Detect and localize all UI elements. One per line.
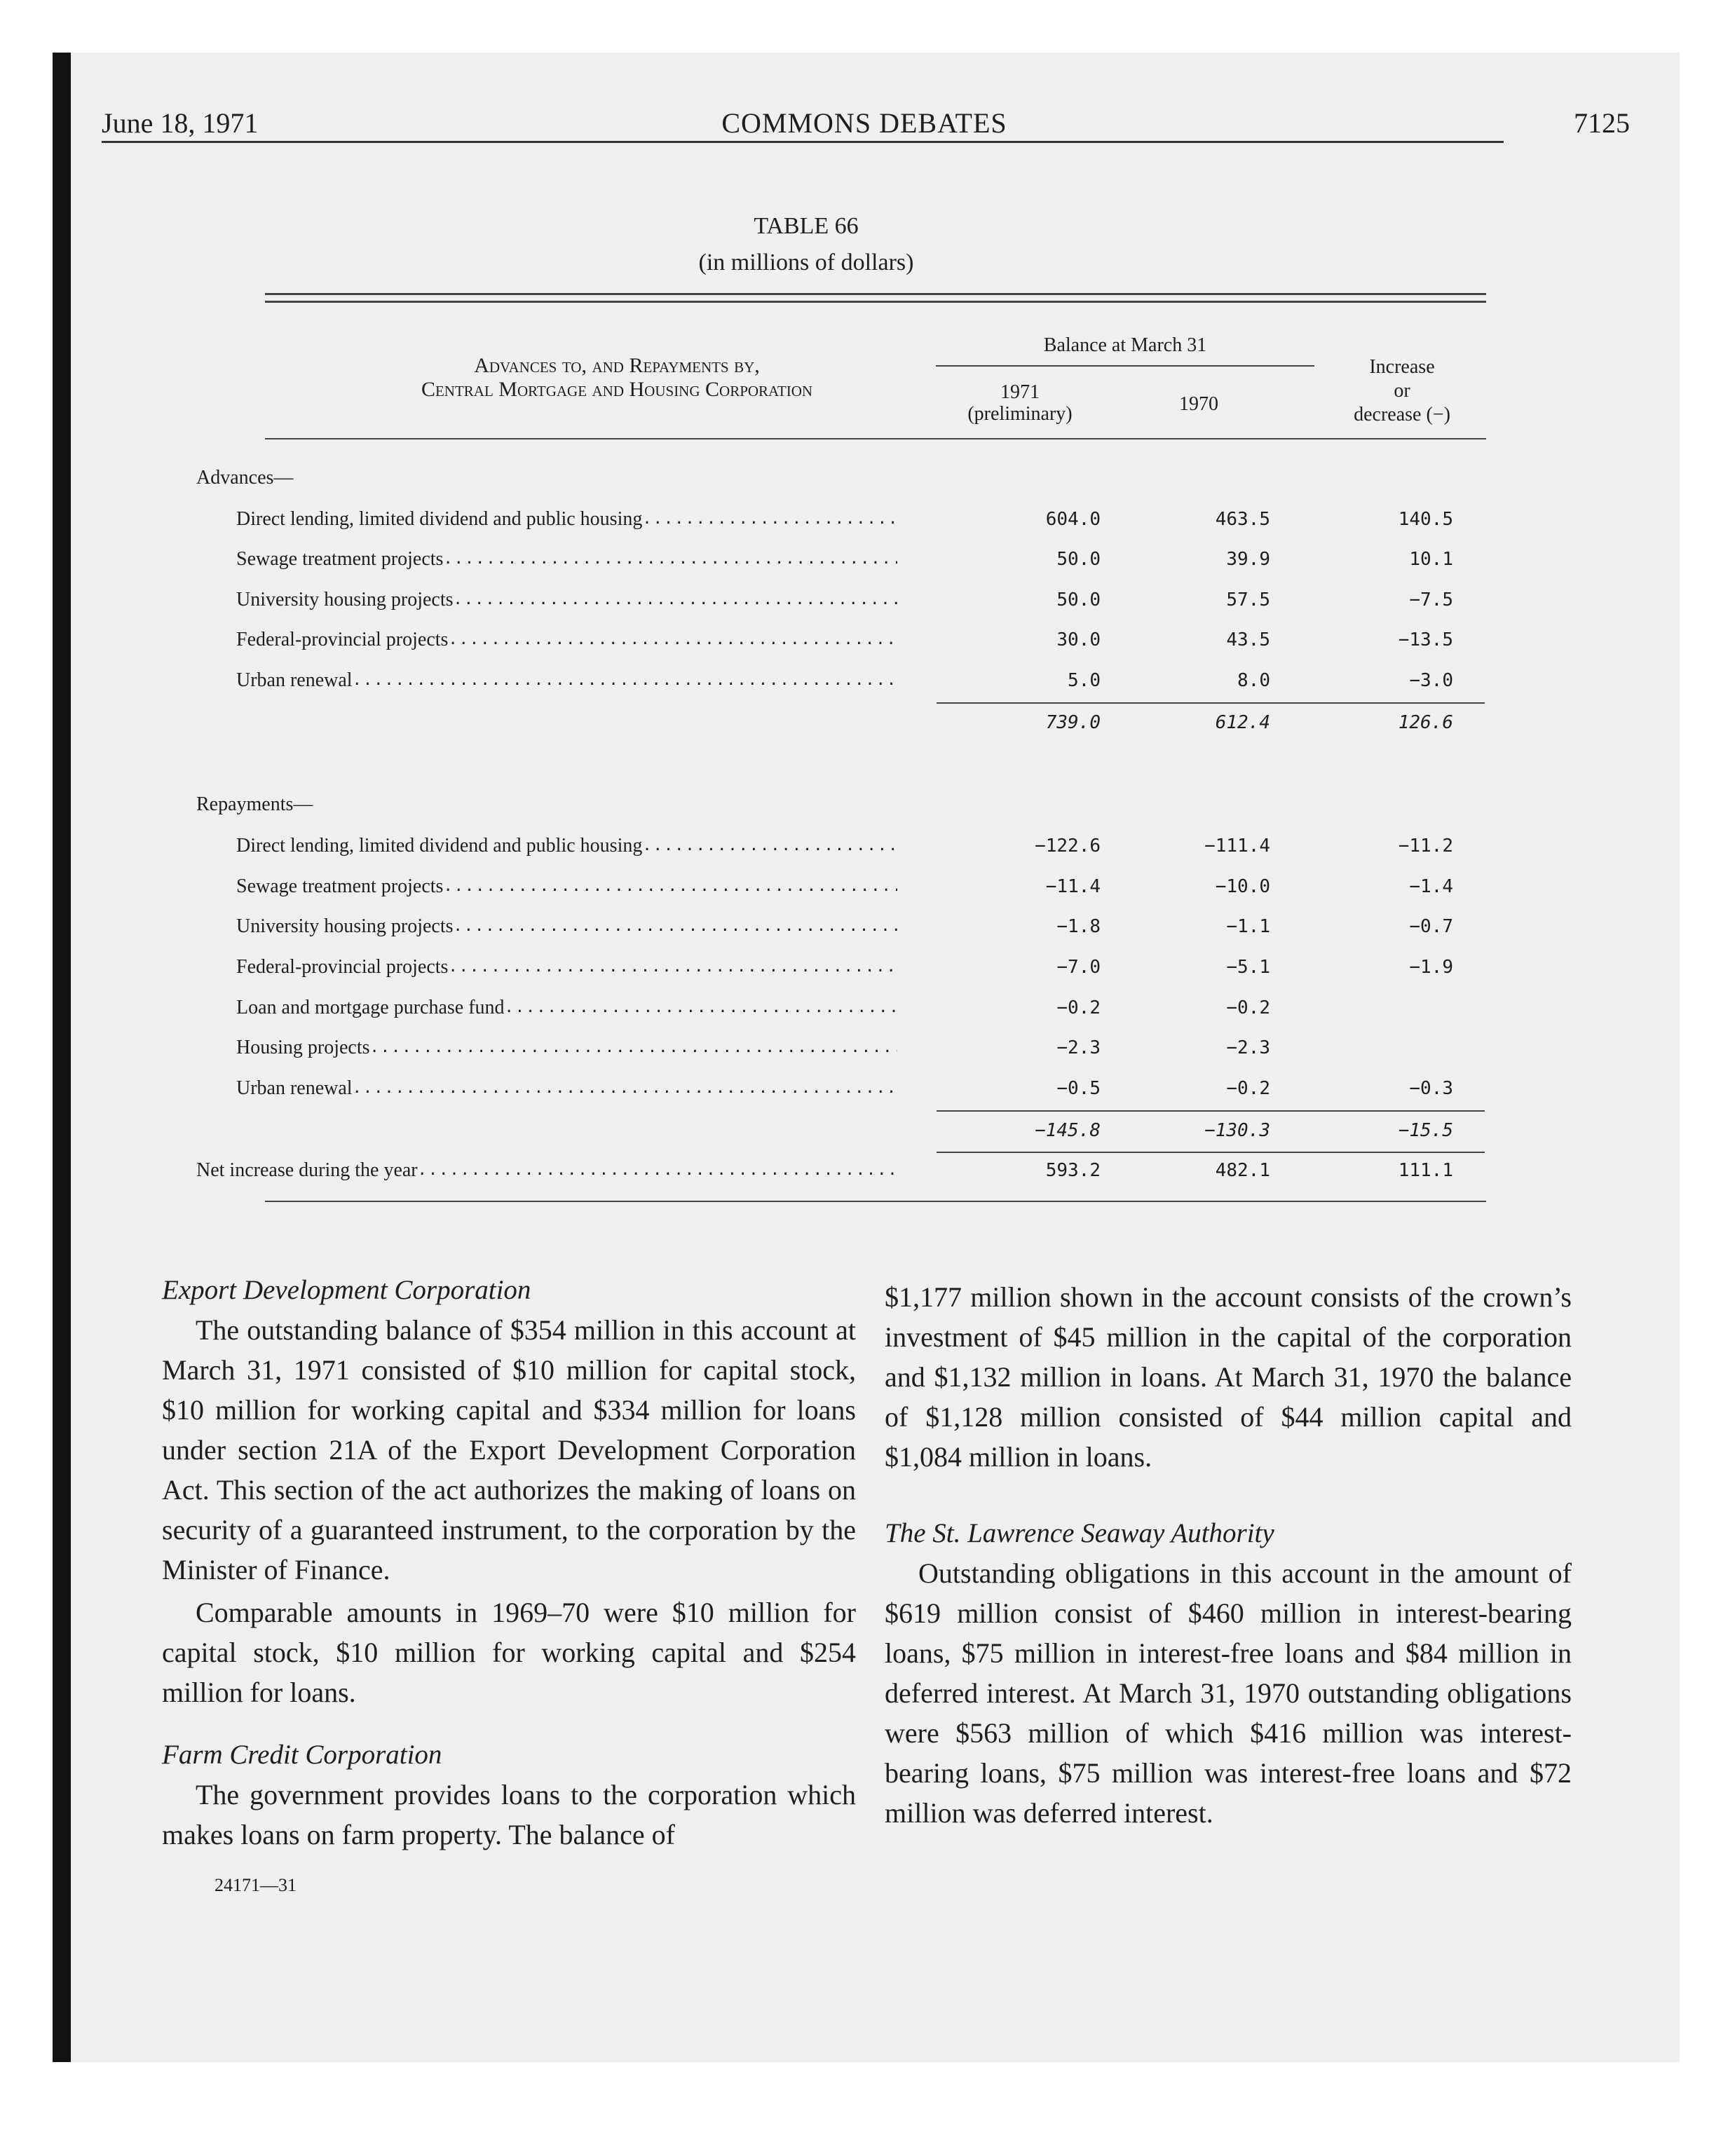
row-label: Net increase during the year xyxy=(196,1159,418,1181)
value-change: −13.5 xyxy=(1398,629,1453,650)
head-bottom-rule xyxy=(265,438,1486,439)
net-rule xyxy=(937,1152,1485,1153)
paragraph: The government provides loans to the corporation which makes loans on farm property. The balance of xyxy=(162,1779,856,1850)
value-change: 140.5 xyxy=(1398,509,1453,530)
value-1970: −2.3 xyxy=(1226,1037,1270,1058)
value-1970: 43.5 xyxy=(1226,629,1270,650)
value-1971: −1.8 xyxy=(1056,916,1101,937)
table-row xyxy=(196,1074,1500,1103)
value-change: −7.5 xyxy=(1409,589,1453,610)
value-1970: −0.2 xyxy=(1226,997,1270,1018)
stub-head-line-2: Central Mortgage and Housing Corporation xyxy=(421,378,813,401)
table-row xyxy=(196,505,1500,533)
value-change: 10.1 xyxy=(1409,549,1453,570)
header-page-number: 7125 xyxy=(1574,107,1630,139)
col-change-line-2: or xyxy=(1394,380,1410,402)
value-1971: 5.0 xyxy=(1068,670,1101,691)
value-1971: −11.4 xyxy=(1045,876,1101,897)
stub-head-line-1: Advances to, and Repayments by, xyxy=(474,354,760,377)
value-1971: −7.0 xyxy=(1056,957,1101,978)
row-label: Federal-provincial projects xyxy=(236,956,449,978)
advances-total-row xyxy=(196,709,1500,737)
row-label: University housing projects xyxy=(236,915,454,937)
row-label: Urban renewal xyxy=(236,1077,353,1099)
right-column xyxy=(885,1277,1572,1833)
value-1971: −122.6 xyxy=(1035,835,1101,857)
paragraph: The outstanding balance of $354 million in this account at March 31, 1971 consisted of $10 million for capital stock, $10 million for working capital and $334 million for loans under section 21A of the Export Development Corporation Act. This section of the act authorizes the making of loans on security of a guaranteed instrument, to the corporation by the Minister of Finance. xyxy=(162,1314,856,1585)
table-top-rule xyxy=(265,293,1486,295)
value-1970: 8.0 xyxy=(1237,670,1270,691)
value-1970: 39.9 xyxy=(1226,549,1270,570)
row-label: Sewage treatment projects xyxy=(236,548,444,570)
section-heading: The St. Lawrence Seaway Authority xyxy=(885,1518,1274,1548)
row-label: Direct lending, limited dividend and public housing xyxy=(236,835,643,857)
total-change: −15.5 xyxy=(1398,1120,1453,1141)
table-row xyxy=(196,953,1500,981)
value-change: −0.7 xyxy=(1409,916,1453,937)
table-row xyxy=(196,994,1500,1022)
col-change-line-1: Increase xyxy=(1369,356,1435,378)
value-change: −0.3 xyxy=(1409,1078,1453,1099)
table-row xyxy=(196,1034,1500,1062)
value-change: −1.9 xyxy=(1409,957,1453,978)
table-top-rule-2 xyxy=(265,301,1486,303)
value-1971: 50.0 xyxy=(1056,549,1101,570)
header-title: COMMONS DEBATES xyxy=(721,107,1007,139)
section-heading: Farm Credit Corporation xyxy=(162,1740,442,1770)
row-label: Housing projects xyxy=(236,1037,370,1058)
footnote-code: 24171—31 xyxy=(215,1875,297,1895)
row-label: Urban renewal xyxy=(236,669,353,691)
total-1970: 612.4 xyxy=(1215,712,1270,733)
net-1970: 482.1 xyxy=(1215,1160,1270,1181)
col-change-line-3: decrease (−) xyxy=(1354,404,1450,425)
subtotal-rule xyxy=(937,702,1485,704)
col-1971-line-2: (preliminary) xyxy=(967,403,1073,425)
value-1970: 463.5 xyxy=(1215,509,1270,530)
table-row xyxy=(196,832,1500,860)
advances-label: Advances— xyxy=(196,467,294,489)
table-subtitle: (in millions of dollars) xyxy=(698,250,914,275)
table-row xyxy=(196,873,1500,901)
value-1971: 604.0 xyxy=(1045,509,1101,530)
subtotal-rule xyxy=(937,1110,1485,1112)
repayments-total-row xyxy=(196,1117,1500,1145)
header-rule xyxy=(102,141,1504,143)
value-1971: 50.0 xyxy=(1056,589,1101,610)
value-change: −3.0 xyxy=(1409,670,1453,691)
paragraph: $1,177 million shown in the account consists of the crown’s investment of $45 million in the capital of the corporation and $1,132 million in loans. At March 31, 1970 the balance of $1,128 million consisted of $44 million capital and $1,084 million in loans. xyxy=(885,1281,1572,1473)
table-row xyxy=(196,626,1500,654)
row-label: Direct lending, limited dividend and public housing xyxy=(236,508,643,530)
value-1971: −2.3 xyxy=(1056,1037,1101,1058)
value-change: −1.4 xyxy=(1409,876,1453,897)
value-1971: 30.0 xyxy=(1056,629,1101,650)
paragraph: Comparable amounts in 1969–70 were $10 million for capital stock, $10 million for working capital and $254 million for loans. xyxy=(162,1597,856,1708)
table-row xyxy=(196,545,1500,573)
balance-head: Balance at March 31 xyxy=(1043,334,1207,356)
net-1971: 593.2 xyxy=(1045,1160,1101,1181)
row-label: University housing projects xyxy=(236,589,454,610)
value-1971: −0.2 xyxy=(1056,997,1101,1018)
table-title: TABLE 66 xyxy=(754,213,859,239)
col-1971-line-1: 1971 xyxy=(1000,381,1040,403)
table-row xyxy=(196,913,1500,941)
table-row xyxy=(196,586,1500,614)
balance-rule xyxy=(936,365,1314,367)
total-1971: 739.0 xyxy=(1045,712,1101,733)
value-1971: −0.5 xyxy=(1056,1078,1101,1099)
row-label: Federal-provincial projects xyxy=(236,629,449,650)
col-1970: 1970 xyxy=(1179,393,1218,415)
total-1970: −130.3 xyxy=(1204,1120,1270,1141)
net-increase-row xyxy=(196,1157,1500,1185)
row-label: Sewage treatment projects xyxy=(236,875,444,897)
left-column xyxy=(162,1270,856,1855)
row-label: Loan and mortgage purchase fund xyxy=(236,997,505,1018)
value-1970: 57.5 xyxy=(1226,589,1270,610)
value-1970: −10.0 xyxy=(1215,876,1270,897)
table-bottom-rule xyxy=(265,1201,1486,1202)
paragraph: Outstanding obligations in this account in the amount of $619 million consist of $460 million in interest-bearing loans, $75 million in interest-free loans and $84 million in deferred interest. At March 31, 1970 outstanding obligations were $563 million of which $416 million was interest-bearing loans, $75 million was interest-free loans and $72 million was deferred interest. xyxy=(885,1557,1572,1829)
value-1970: −0.2 xyxy=(1226,1078,1270,1099)
value-1970: −111.4 xyxy=(1204,835,1270,857)
header-date: June 18, 1971 xyxy=(102,107,259,139)
scan-edge-bar xyxy=(53,53,71,2062)
value-change: −11.2 xyxy=(1398,835,1453,857)
repayments-label: Repayments— xyxy=(196,793,313,815)
value-1970: −5.1 xyxy=(1226,957,1270,978)
net-change: 111.1 xyxy=(1398,1160,1453,1181)
total-1971: −145.8 xyxy=(1035,1120,1101,1141)
value-1970: −1.1 xyxy=(1226,916,1270,937)
section-heading: Export Development Corporation xyxy=(162,1275,531,1305)
table-row xyxy=(196,667,1500,695)
total-change: 126.6 xyxy=(1398,712,1453,733)
